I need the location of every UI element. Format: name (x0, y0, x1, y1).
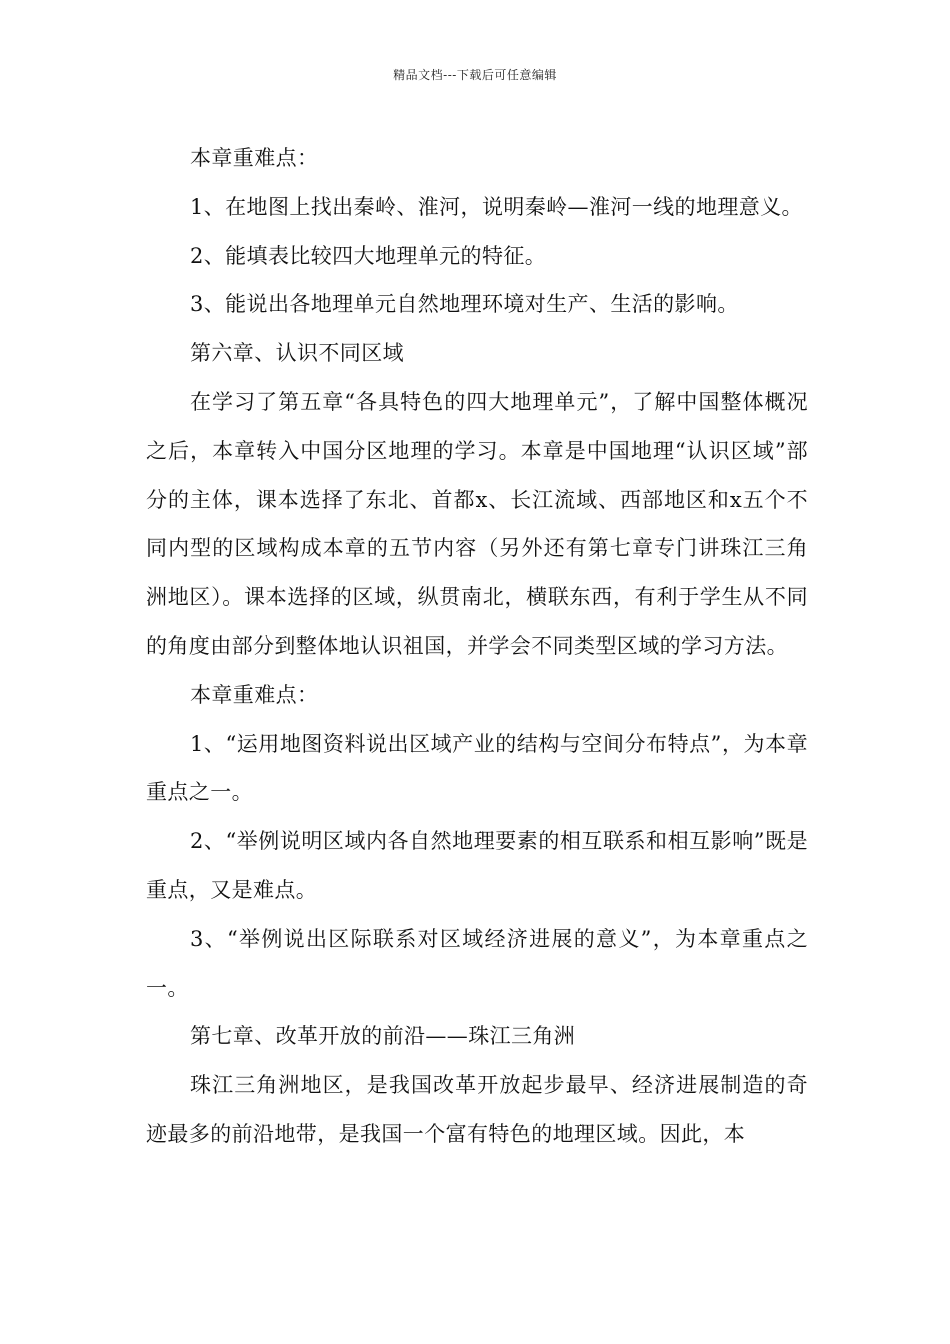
paragraph-chapter-6-point-2: 2、“举例说明区域内各自然地理要素的相互联系和相互影响”既是重点，又是难点。 (146, 829, 808, 902)
chapter-6-intro: 在学习了第五章“各具特色的四大地理单元”，了解中国整体概况之后，本章转入中国分区地理的学习。本章是中国地理“认识区域”部分的主体，课本选择了东北、首都x、长江流域、西部地区和x五个不同内型的区域构成本章的五节内容（另外还有第七章专门讲珠江三角洲地区）。课本选择的区域，纵贯南北，横联东西，有利于学生从不同的角度由部分到整体地认识祖国，并学会不同类型区域的学习方法。 (146, 389, 808, 658)
paragraph-point-2: 2、能填表比较四大地理单元的特征。 (190, 243, 547, 268)
paragraph-key-points-heading-2: 本章重难点： (190, 682, 319, 707)
paragraph-point-1: 1、在地图上找出秦岭、淮河，说明秦岭—淮河一线的地理意义。 (190, 194, 803, 219)
chapter-7-intro: 珠江三角洲地区，是我国改革开放起步最早、经济进展制造的奇迹最多的前沿地带，是我国一个富有特色的地理区域。因此，本 (146, 1073, 808, 1146)
document-body (146, 134, 808, 1159)
page-header: 精品文档---下载后可任意编辑 (393, 68, 557, 82)
paragraph-chapter-6-point-1: 1、“运用地图资料说出区域产业的结构与空间分布特点”，为本章重点之一。 (146, 731, 808, 805)
paragraph-chapter-6-point-3: 3、“举例说出区际联系对区域经济进展的意义”，为本章重点之一。 (146, 926, 808, 1000)
chapter-7-heading: 第七章、改革开放的前沿——珠江三角洲 (190, 1024, 576, 1049)
paragraph-key-points-heading: 本章重难点： (190, 146, 319, 170)
chapter-6-heading: 第六章、认识不同区域 (190, 341, 404, 366)
paragraph-point-3: 3、能说出各地理单元自然地理环境对生产、生活的影响。 (190, 292, 739, 317)
